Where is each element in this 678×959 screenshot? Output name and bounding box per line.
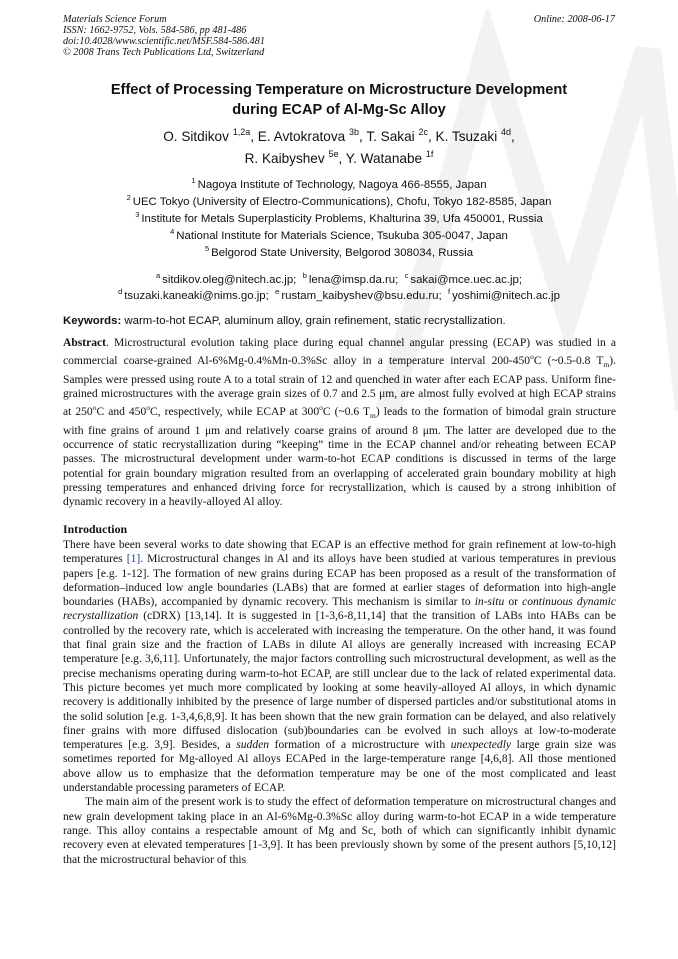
- author-affil-sup: 4d: [501, 127, 512, 137]
- abstract: Abstract. Microstructural evolution taking place during equal channel angular pressing (ECAP) was studied in a commercial coarse-grained Al-6%Mg-0.4%Mn-0.3%Sc alloy in a temperature interval 200-450$^o$C (~0.5-0.8 $T_m$). Samples were pressed using route A to a total strain of 12 and quenched in water after each ECAP pass. Uniform fine-grained microstructures with the average grain sizes of 0.7 and 2.5 μm, are almost fully evolved at high ECAP strains at 250$^o$C and 450$^o$C, respectively, while ECAP at 300$^o$C (~0.6 $T_m$) leads to the formation of bimodal grain structure with fine grains of around 1 μm and relatively coarse grains of around 8 μm. The latter are developed due to the occurrence of static recrystallization during “keeping” time in the ECAP channel and/or reheating between ECAP passes. The microstructural development under warm-to-hot ECAP conditions is discussed in terms of the large potential for grain boundary migration resulted from an overlapping of accelerated grain boundary mobility at high pressing temperatures and enhanced driving force for recrystallization, which is caused by a strong inhibition of dynamic recovery in a heavily-alloyed Al alloy.: [63, 337, 616, 509]
- affiliation: $^5$ Belgorod State University, Belgorod 308034, Russia: [204, 244, 474, 259]
- author-name: R. Kaibyshev: [244, 151, 325, 166]
- author-name: Y. Watanabe: [345, 151, 423, 166]
- author-affil-sup: 5e: [328, 149, 339, 159]
- section-heading-introduction: Introduction: [63, 522, 128, 536]
- keywords: [63, 314, 623, 328]
- doi-line: doi:10.4028/www.scientific.net/MSF.584-586.481: [63, 36, 265, 47]
- author-name: E. Avtokratova: [257, 129, 346, 144]
- email-list: [40, 272, 638, 304]
- email[interactable]: $^d$ tsuzaki.kaneaki@nims.go.jp;: [118, 287, 269, 302]
- author-affil-sup: 1,2a: [232, 127, 251, 137]
- journal-name: Materials Science Forum: [63, 14, 167, 25]
- title-line-1: Effect of Processing Temperature on Microstructure Development: [110, 82, 568, 98]
- issn-line: ISSN: 1662-9752, Vols. 584-586, pp 481-486: [63, 25, 247, 36]
- email[interactable]: $^a$ sitdikov.oleg@nitech.ac.jp;: [155, 271, 297, 286]
- affiliation: $^3$ Institute for Metals Superplasticity Problems, Khalturina 39, Ufa 450001, Russia: [135, 210, 543, 225]
- author-name: K. Tsuzaki: [435, 129, 498, 144]
- author-name: T. Sakai: [366, 129, 415, 144]
- author-affil-sup: 3b: [348, 127, 359, 137]
- email[interactable]: $^c$ sakai@mce.uec.ac.jp;: [404, 271, 522, 286]
- introduction-body: [63, 538, 616, 867]
- affiliation: $^2$ UEC Tokyo (University of Electro-Communications), Chofu, Tokyo 182-8585, Japan: [126, 193, 552, 208]
- keywords-label: Keywords:: [63, 315, 122, 327]
- online-date: Online: 2008-06-17: [533, 14, 615, 25]
- author-name: O. Sitdikov: [163, 129, 229, 144]
- affiliation: $^4$ National Institute for Materials Science, Tsukuba 305-0047, Japan: [170, 227, 508, 242]
- author-affil-sup: 2c: [418, 127, 428, 137]
- citation-link[interactable]: [1]: [126, 553, 141, 566]
- paragraph: The main aim of the present work is to study the effect of deformation temperature on microstructural changes and new grain development taking place in an Al-6%Mg-0.3%Sc alloy during warm-to-hot ECAP in a wide temperature range. This alloy contains a respectable amount of Mg and Sc, both of which can significantly inhibit dynamic recovery even at elevated temperatures [1-3,9]. It has been previously shown by some of the present authors [5,10,12] that the microstructural behavior of this: [63, 796, 616, 866]
- title-line-2: during ECAP of Al-Mg-Sc Alloy: [232, 102, 446, 118]
- author-affil-sup: 1f: [425, 149, 434, 159]
- paragraph: There have been several works to date showing that ECAP is an effective method for grain refinement at low-to-high temperatures [1]. Microstructural changes in Al and its alloys have been studied at various temperatures in previous papers [e.g. 1-12]. The formation of new grains during ECAP has been proposed as a result of the transformation of deformation–induced low angle boundaries (LABs) that are formed at earlier stages of deformation into high-angle boundaries (HABs), accompanied by dynamic recovery. This mechanism is similar to in-situ or continuous dynamic recrystallization (cDRX) [13,14]. It is suggested in [1-3,6-8,11,14] that the transition of LABs into HABs can be controlled by the recovery rate, which is accelerated with increasing the temperature. On the other hand, it was found that final grain size and the fraction of LABs in dilute Al alloys are generally increased with increasing ECAP temperature [e.g. 3,6,11]. Unfortunately, the major factors controlling such microstructural development, as well as the precise mechanisms operating during warm-to-hot ECAP, are still unclear due to the lack of related experimental data. This picture becomes yet much more complicated by looking at some heavily-alloyed Al alloys, in which dynamic recovery is additionally inhibited by the presence of large number of dispersed particles and/or substitutional atoms in the solid solution [e.g. 1-3,4,6,8,9]. It has been shown that the new grain formation can be delayed, and also relatively finer grains with more diffused dislocation (sub)boundaries can be evolved in such alloys at low-to-moderate temperatures [e.g. 3,9]. Besides, a sudden formation of a microstructure with unexpectedly large grain size was sometimes reported for Mg-alloyed Al alloys ECAPed in the large-temperature range [4,6,8]. All those mentioned above allow us to emphasize that the deformation temperature may be one of the most complicated and least understandable processing parameters of ECAP.: [63, 539, 617, 795]
- author-list: O. Sitdikov $^{1,2a}$, E. Avtokratova $^{3b}$, T. Sakai $^{2c}$, K. Tsuzaki $^{4d}$, R. Kaibyshev $^{5e}$, Y. Watanabe $^{1f}$: [163, 127, 515, 166]
- journal-header: [63, 14, 265, 58]
- keywords-text: warm-to-hot ECAP, aluminum alloy, grain refinement, static recrystallization.: [124, 315, 506, 327]
- email[interactable]: $^f$ yoshimi@nitech.ac.jp: [448, 287, 560, 302]
- email[interactable]: $^e$ rustam_kaibyshev@bsu.edu.ru;: [275, 287, 442, 302]
- abstract-label: Abstract: [63, 337, 106, 349]
- affiliation: $^1$ Nagoya Institute of Technology, Nagoya 466-8555, Japan: [191, 176, 487, 191]
- paper-title: [40, 80, 638, 120]
- affiliation-list: [40, 177, 638, 262]
- copyright-line: © 2008 Trans Tech Publications Ltd, Switzerland: [63, 47, 265, 58]
- email[interactable]: $^b$ lena@imsp.da.ru;: [302, 271, 399, 286]
